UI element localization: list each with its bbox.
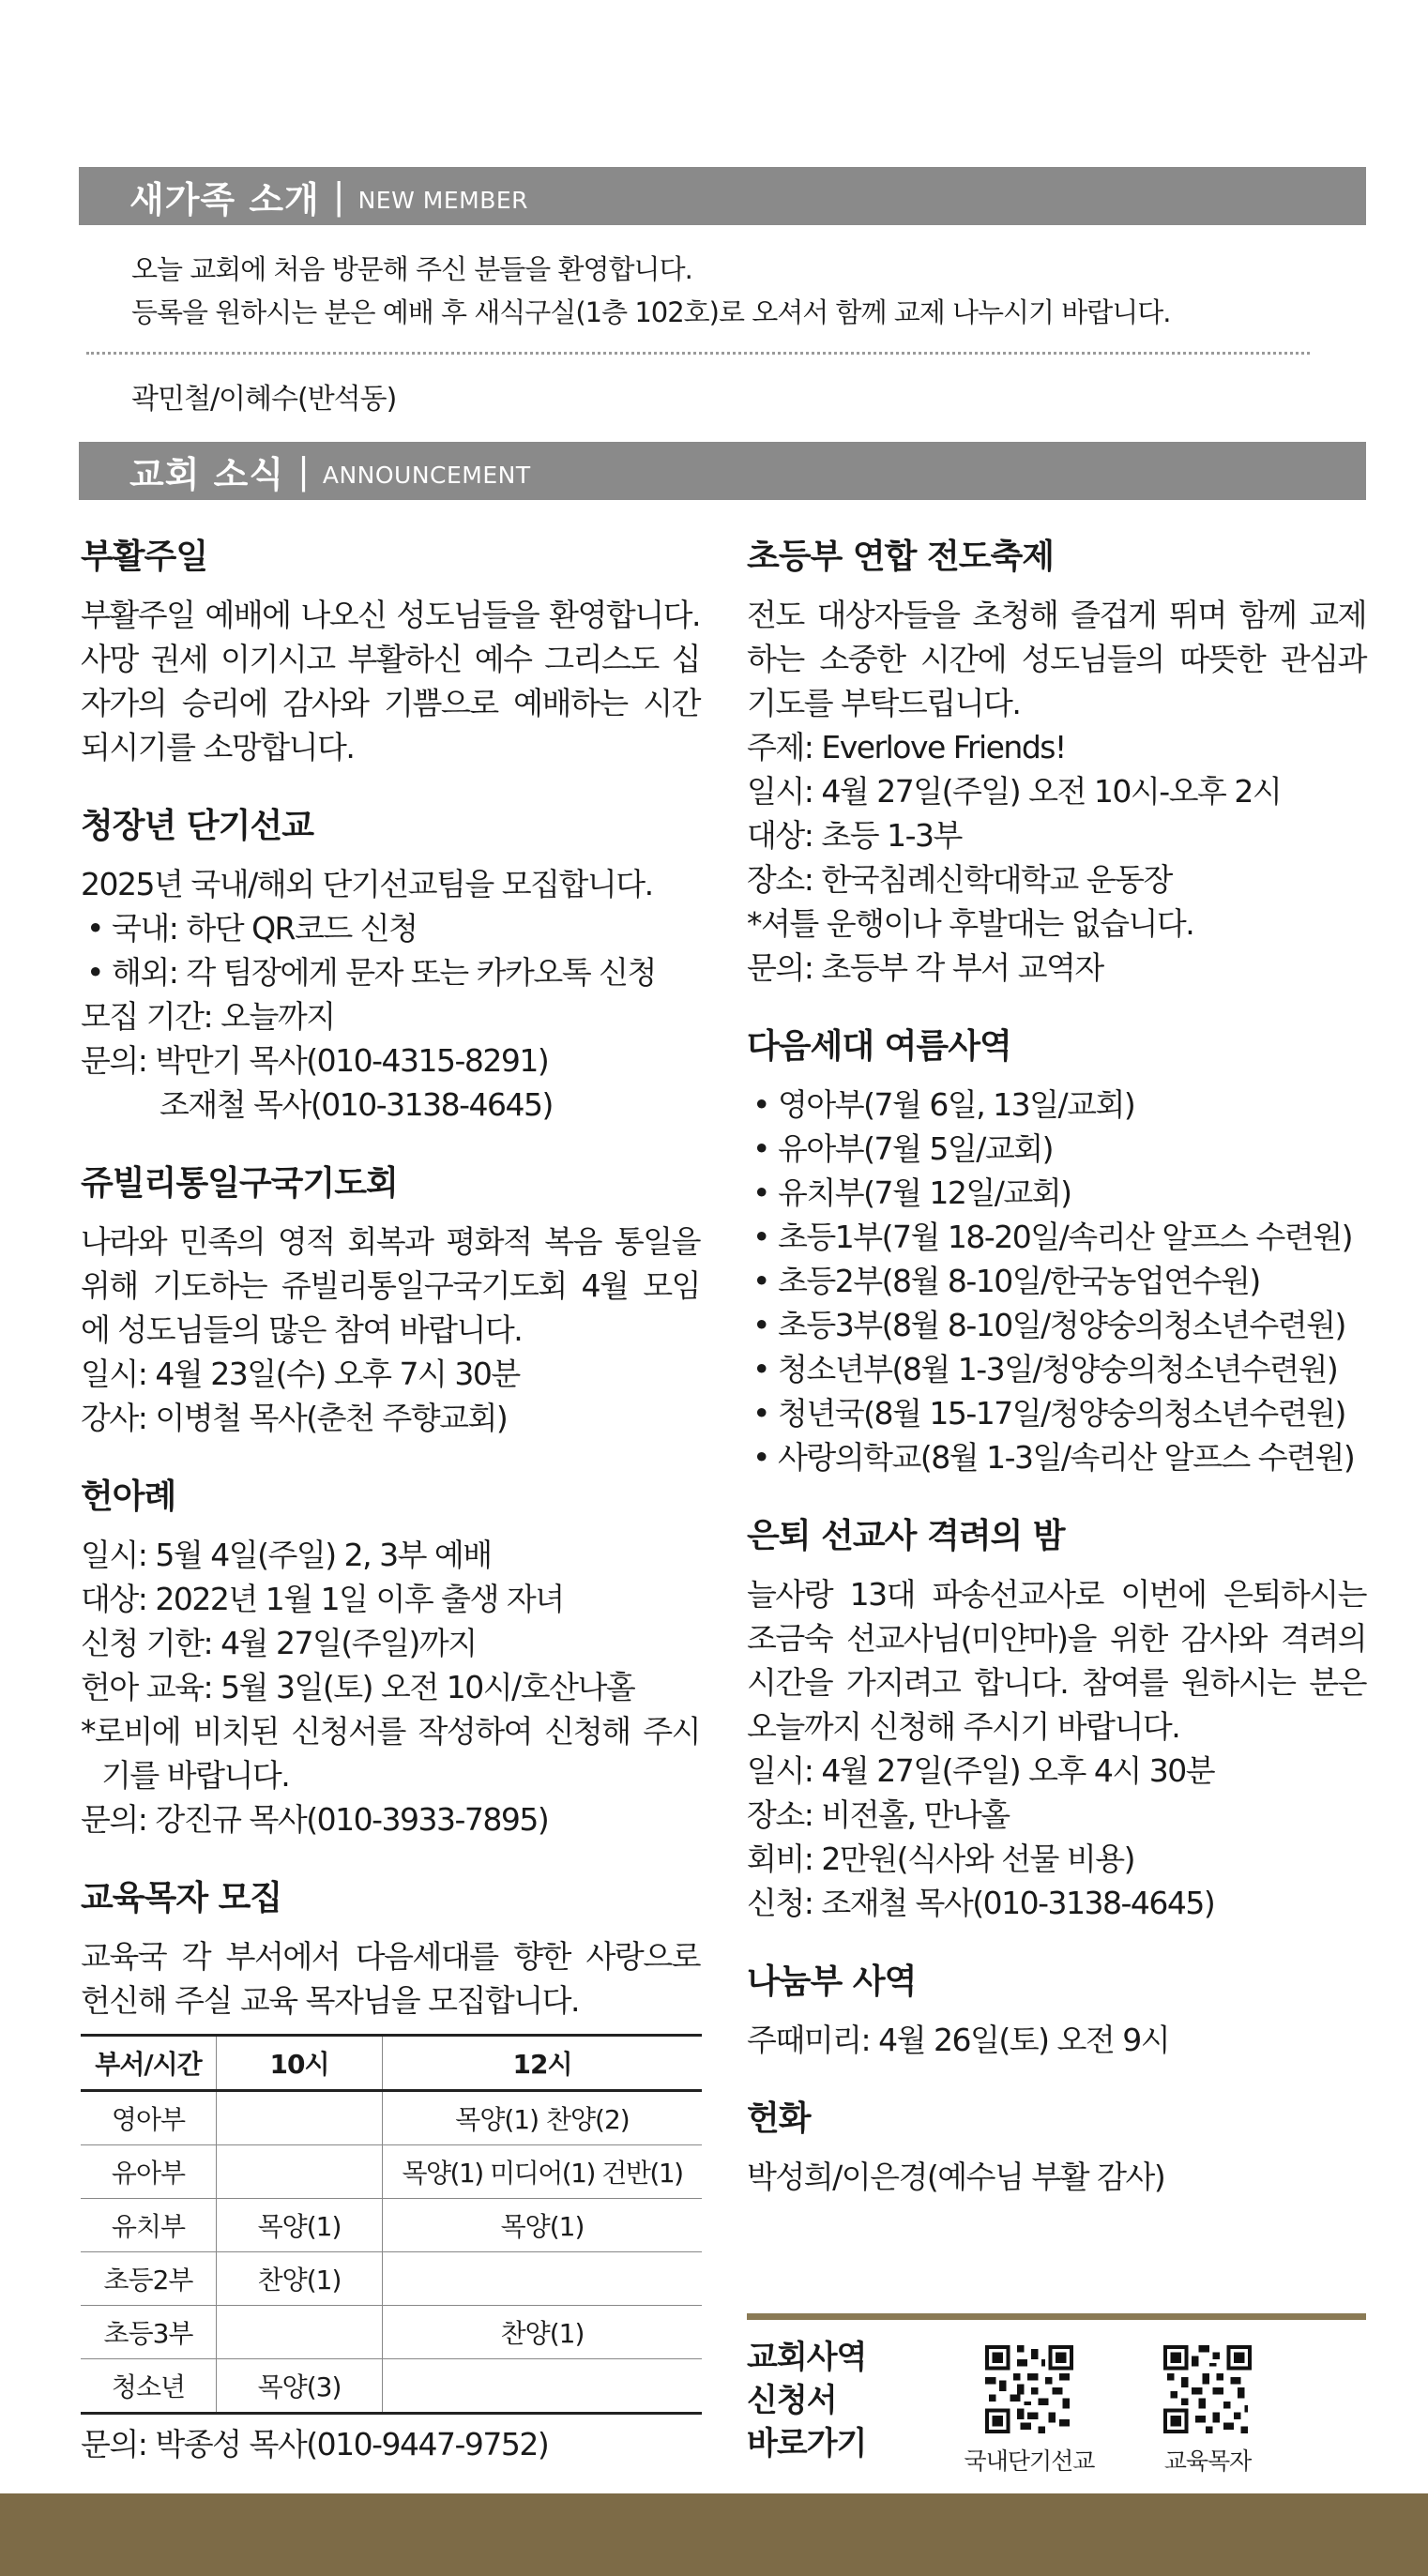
table-cell: 유치부	[81, 2199, 217, 2252]
summer-detail: (8월 1-3일/속리산 알프스 수련원)	[919, 1439, 1355, 1476]
jubilee-notice	[81, 1157, 700, 1440]
festival-title: 초등부 연합 전도축제	[747, 538, 1055, 576]
dedication-deadline: 신청 기한: 4월 27일(주일)까지	[81, 1625, 477, 1661]
bottom-band	[0, 2493, 1428, 2576]
easter-body: 부활주일 예배에 나오신 성도님들을 환영합니다. 사망 권세 이기시고 부활하신 예수 그리스도 십자가의 승리에 감사와 기쁨으로 예배하는 시간 되시기를 소망합니다.	[81, 597, 700, 765]
header-separator: |	[297, 450, 310, 492]
list-item	[747, 1215, 1366, 1259]
festival-target: 대상: 초등 1-3부	[747, 817, 962, 854]
edu-pastor-body: 교육국 각 부서에서 다음세대를 향한 사랑으로 헌신해 주실 교육 목자님을 모집합니다.	[81, 1938, 700, 2019]
table-cell: 찬양(1)	[383, 2306, 703, 2359]
jubilee-date: 일시: 4월 23일(수) 오후 7시 30분	[81, 1356, 520, 1392]
list-item	[747, 1435, 1366, 1479]
summer-detail: (7월 5일/교회)	[863, 1130, 1053, 1167]
youth-mission-overseas: • 해외: 각 팀장에게 문자 또는 카카오톡 신청	[86, 954, 656, 991]
qr-code-icon-edu-pastor[interactable]	[1163, 2345, 1252, 2433]
festival-place: 장소: 한국침례신학대학교 운동장	[747, 861, 1172, 898]
footer-label	[747, 2336, 866, 2465]
new-member-title-en: NEW MEMBER	[357, 186, 529, 214]
list-item	[747, 1171, 1366, 1215]
youth-mission-title: 청장년 단기선교	[81, 807, 313, 845]
jubilee-title: 쥬빌리통일구국기도회	[81, 1164, 398, 1203]
summer-dept: • 초등1부	[752, 1219, 882, 1255]
table-cell: 목양(1)	[217, 2199, 383, 2252]
table-cell: 목양(3)	[217, 2359, 383, 2414]
retired-missionary-fee: 회비: 2만원(식사와 선물 비용)	[747, 1841, 1134, 1877]
youth-mission-notice	[81, 799, 700, 1127]
festival-note: *셔틀 운행이나 후발대는 없습니다.	[747, 905, 1194, 942]
summer-dept: • 사랑의학교	[752, 1439, 920, 1476]
table-cell: 목양(1) 찬양(2)	[383, 2091, 703, 2145]
edu-pastor-notice	[81, 1871, 700, 2466]
footer-divider	[747, 2313, 1366, 2320]
festival-contact: 문의: 초등부 각 부서 교역자	[747, 949, 1103, 986]
summer-detail: (8월 15-17일/청양숭의청소년수련원)	[863, 1395, 1345, 1432]
table-row	[81, 2252, 702, 2306]
table-cell	[383, 2359, 703, 2414]
summer-dept: • 청년국	[752, 1395, 864, 1432]
table-cell: 목양(1) 미디어(1) 건반(1)	[383, 2145, 703, 2199]
list-item	[747, 1347, 1366, 1391]
table-header-row	[81, 2036, 702, 2091]
table-cell: 초등2부	[81, 2252, 217, 2306]
sharing-notice	[747, 1955, 1366, 2062]
list-item	[747, 1259, 1366, 1303]
summer-detail: (8월 8-10일/한국농업연수원)	[881, 1263, 1260, 1299]
edu-pastor-contact: 문의: 박종성 목사(010-9447-9752)	[81, 2426, 549, 2462]
summer-ministry-notice	[747, 1020, 1366, 1479]
list-item	[747, 1127, 1366, 1171]
retired-missionary-body: 늘사랑 13대 파송선교사로 이번에 은퇴하시는 조금숙 선교사님(미얀마)을 위한 감사와 격려의 시간을 가지려고 합니다. 참여를 원하시는 분은 오늘까지 신청해 주시기 바랍니다.	[747, 1576, 1366, 1745]
offering-title: 헌화	[747, 2099, 811, 2138]
table-row	[81, 2359, 702, 2414]
summer-detail: (8월 1-3일/청양숭의청소년수련원)	[891, 1351, 1338, 1387]
offering-notice	[747, 2092, 1366, 2199]
summer-detail: (7월 6일, 13일/교회)	[863, 1086, 1135, 1123]
dedication-target: 대상: 2022년 1월 1일 이후 출생 자녀	[81, 1581, 564, 1617]
youth-mission-contact-2: 조재철 목사(010-3138-4645)	[160, 1086, 553, 1123]
summer-dept: • 초등3부	[752, 1307, 882, 1343]
dedication-notice	[81, 1470, 700, 1841]
new-member-names: 곽민철/이혜수(반석동)	[131, 383, 397, 416]
table-cell	[217, 2145, 383, 2199]
list-item	[747, 1083, 1366, 1127]
new-member-intro-1: 오늘 교회에 처음 방문해 주신 분들을 환영합니다.	[131, 253, 692, 285]
retired-missionary-place: 장소: 비전홀, 만나홀	[747, 1796, 1010, 1833]
table-header: 부서/시간	[81, 2036, 217, 2091]
announcement-title: 교회 소식	[129, 453, 285, 495]
festival-body: 전도 대상자들을 초청해 즐겁게 뛰며 함께 교제하는 소중한 시간에 성도님들의 따뜻한 관심과 기도를 부탁드립니다.	[747, 597, 1366, 721]
table-row	[81, 2091, 702, 2145]
festival-theme: 주제: Everlove Friends!	[747, 729, 1066, 765]
easter-title: 부활주일	[81, 538, 208, 576]
youth-mission-line: 2025년 국내/해외 단기선교팀을 모집합니다.	[81, 866, 653, 902]
easter-notice	[81, 530, 700, 769]
jubilee-speaker: 강사: 이병철 목사(춘천 주향교회)	[81, 1400, 508, 1436]
dotted-divider	[86, 352, 1310, 355]
header-separator: |	[332, 175, 345, 217]
qr-caption-domestic: 국내단기선교	[964, 2447, 1095, 2475]
festival-date: 일시: 4월 27일(주일) 오전 10시-오후 2시	[747, 773, 1282, 810]
summer-dept: • 청소년부	[752, 1351, 892, 1387]
table-cell: 찬양(1)	[217, 2252, 383, 2306]
right-column	[747, 530, 1366, 2229]
youth-mission-contact-1: 문의: 박만기 목사(010-4315-8291)	[81, 1042, 549, 1079]
qr-code-icon-domestic-mission[interactable]	[985, 2345, 1073, 2433]
footer-label-line: 신청서	[747, 2382, 837, 2419]
table-cell: 초등3부	[81, 2306, 217, 2359]
retired-missionary-date: 일시: 4월 27일(주일) 오후 4시 30분	[747, 1752, 1215, 1789]
dedication-note: *로비에 비치된 신청서를 작성하여 신청해 주시기를 바랍니다.	[81, 1713, 700, 1794]
footer-label-line: 교회사역	[747, 2339, 867, 2376]
table-cell	[383, 2252, 703, 2306]
edu-pastor-table	[81, 2034, 702, 2415]
summer-detail: (8월 8-10일/청양숭의청소년수련원)	[881, 1307, 1345, 1343]
announcement-title-en: ANNOUNCEMENT	[322, 461, 531, 489]
summer-title: 다음세대 여름사역	[747, 1027, 1011, 1066]
summer-dept: • 초등2부	[752, 1263, 882, 1299]
retired-missionary-apply: 신청: 조재철 목사(010-3138-4645)	[747, 1885, 1215, 1921]
dedication-title: 헌아례	[81, 1477, 176, 1516]
summer-dept: • 영아부	[752, 1086, 864, 1123]
announcement-header	[79, 442, 1366, 500]
table-row	[81, 2145, 702, 2199]
youth-mission-period: 모집 기간: 오늘까지	[81, 998, 335, 1035]
table-row	[81, 2306, 702, 2359]
table-cell: 청소년	[81, 2359, 217, 2414]
table-header: 10시	[217, 2036, 383, 2091]
youth-mission-domestic: • 국내: 하단 QR코드 신청	[86, 910, 418, 947]
dedication-date: 일시: 5월 4일(주일) 2, 3부 예배	[81, 1537, 492, 1573]
retired-missionary-title: 은퇴 선교사 격려의 밤	[747, 1517, 1065, 1555]
new-member-intro-2: 등록을 원하시는 분은 예배 후 새식구실(1층 102호)로 오셔서 함께 교제 나누시기 바랍니다.	[131, 296, 1171, 328]
table-cell	[217, 2091, 383, 2145]
footer-label-line: 바로가기	[747, 2425, 867, 2462]
list-item	[747, 1391, 1366, 1435]
summer-dept: • 유치부	[752, 1174, 864, 1211]
list-item	[747, 1303, 1366, 1347]
summer-detail: (7월 12일/교회)	[863, 1174, 1071, 1211]
table-cell	[217, 2306, 383, 2359]
qr-caption-edu-pastor: 교육목자	[1163, 2447, 1252, 2475]
table-row	[81, 2199, 702, 2252]
new-member-title: 새가족 소개	[129, 178, 320, 220]
edu-pastor-title: 교육목자 모집	[81, 1879, 282, 1917]
table-header: 12시	[383, 2036, 703, 2091]
dedication-education: 헌아 교육: 5월 3일(토) 오전 10시/호산나홀	[81, 1669, 635, 1705]
table-cell: 목양(1)	[383, 2199, 703, 2252]
table-cell: 유아부	[81, 2145, 217, 2199]
new-member-header	[79, 167, 1366, 225]
dedication-contact: 문의: 강진규 목사(010-3933-7895)	[81, 1801, 549, 1838]
sharing-title: 나눔부 사역	[747, 1962, 917, 2001]
summer-dept: • 유아부	[752, 1130, 864, 1167]
offering-body: 박성희/이은경(예수님 부활 감사)	[747, 2159, 1165, 2195]
retired-missionary-notice	[747, 1509, 1366, 1925]
sharing-body: 주때미리: 4월 26일(토) 오전 9시	[747, 2022, 1170, 2058]
left-column	[81, 530, 700, 2496]
table-cell: 영아부	[81, 2091, 217, 2145]
summer-detail: (7월 18-20일/속리산 알프스 수련원)	[881, 1219, 1352, 1255]
festival-notice	[747, 530, 1366, 990]
jubilee-body: 나라와 민족의 영적 회복과 평화적 복음 통일을 위해 기도하는 쥬빌리통일구국기도회 4월 모임에 성도님들의 많은 참여 바랍니다.	[81, 1223, 700, 1348]
